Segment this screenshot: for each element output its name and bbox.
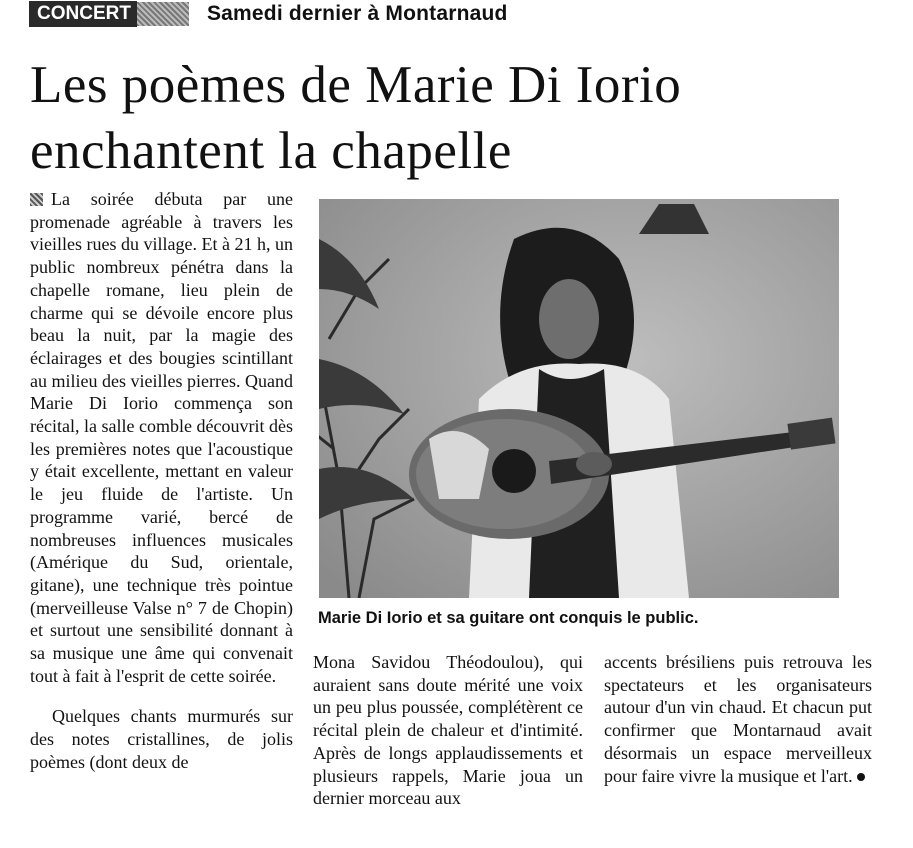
section-tag: CONCERT xyxy=(29,1,137,27)
tag-pattern xyxy=(137,2,189,26)
photo-caption: Marie Di Iorio et sa guitare ont conquis le public. xyxy=(318,609,699,627)
article-column-3-text: accents brésiliens puis retrouva les spectateurs et les organisateurs autour d'un vin chaud. Et chacun put confirmer que Montarnaud avait désormais un espace merveilleux pour faire vivre la musique et l'art. xyxy=(604,652,872,786)
headline-line-1: Les poèmes de Marie Di Iorio xyxy=(30,56,682,114)
guitarist-illustration xyxy=(319,199,839,598)
article-paragraph-1-text: La soirée débuta par une promenade agréable à travers les vieilles rues du village. Et à 21 h, un public nombreux pénétra dans la chapelle romane, lieu plein de charme qui se dévoile encore plus beau la nuit, par la magie des éclairages et des bougies scintillant au milieu des vieilles pierres. Quand Marie Di Iorio commença son récital, la salle comble découvrit dès les premières notes que l'acoustique y était excellente, mettant en valeur le jeu fluide de l'artiste. Un programme varié, bercé de nombreuses influences musicales (Amérique du Sud, orientale, gitane), une technique très pointue (merveilleuse Valse n° 7 de Chopin) et surtout une sensibilité donnant à sa musique une âme qui convenait tout à fait à l'esprit de cette soirée. xyxy=(30,189,293,686)
article-column-3 xyxy=(604,651,872,787)
article-paragraph-2: Quelques chants murmurés sur des notes cristallines, de jolis poèmes (dont deux de xyxy=(30,706,293,772)
article-paragraph-1 xyxy=(30,188,293,687)
end-of-article-icon xyxy=(857,773,865,781)
kicker-title: Samedi dernier à Montarnaud xyxy=(206,2,508,25)
section-kicker xyxy=(29,0,508,28)
article-column-1 xyxy=(30,188,293,774)
article-column-2: Mona Savidou Théodoulou), qui auraient sans doute mérité une voix un peu plus poussée, complétèrent ce récital plein de chaleur et d'intimité. Après de longs applaudissements et plusieurs rappels, Marie joua un dernier morceau aux xyxy=(313,652,583,809)
paragraph-marker-icon xyxy=(30,193,43,206)
headline-line-2: enchantent la chapelle xyxy=(30,122,512,180)
headline xyxy=(30,52,890,184)
concert-photo xyxy=(319,199,839,598)
